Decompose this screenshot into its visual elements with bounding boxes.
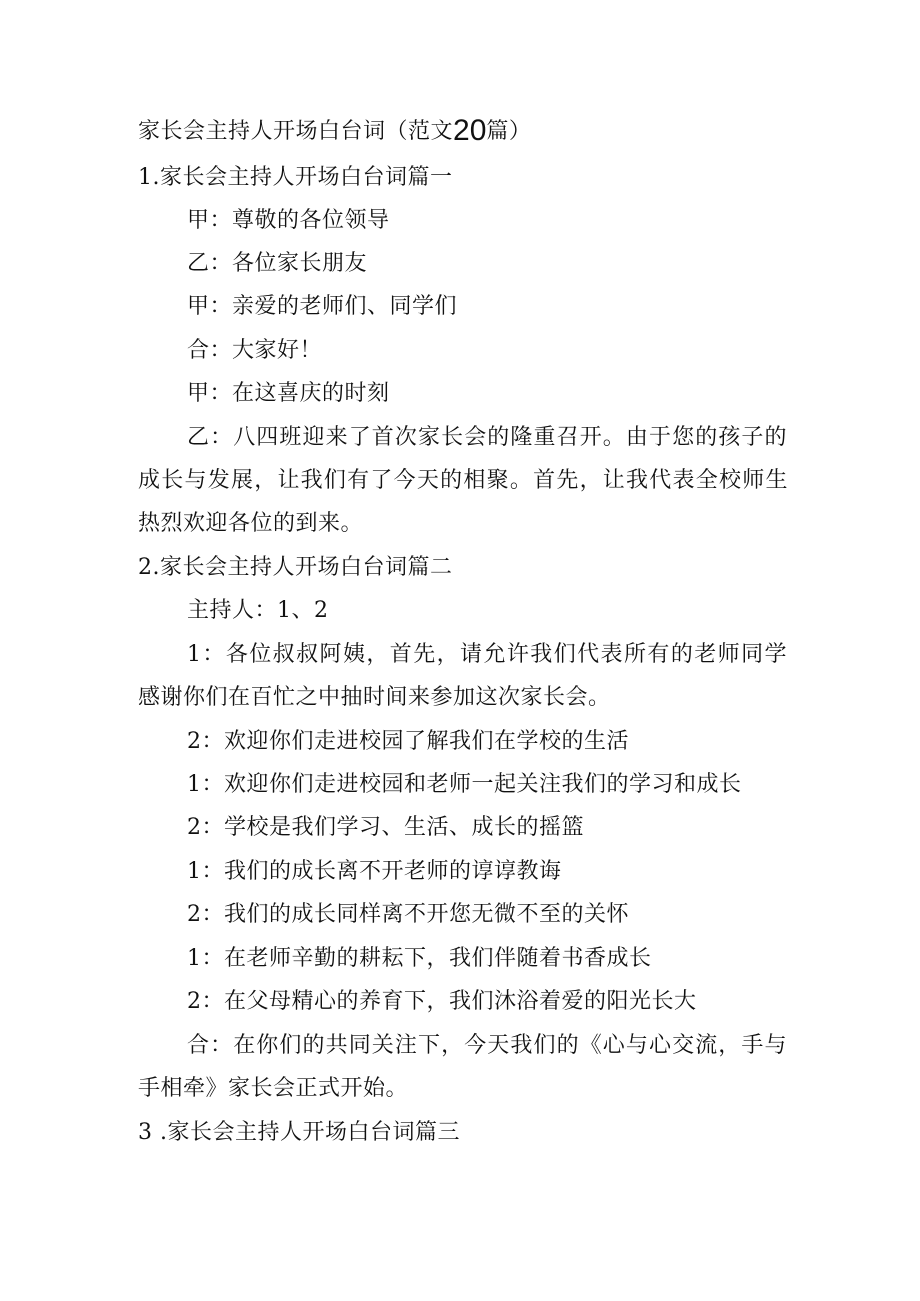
dialogue-line: 2：在父母精心的养育下，我们沐浴着爱的阳光长大 xyxy=(187,989,697,1014)
dialogue-line: 乙：各位家长朋友 xyxy=(187,251,368,276)
section-heading-1: 1.家长会主持人开场白台词篇一 xyxy=(138,165,453,190)
dialogue-line: 1：各位叔叔阿姨，首先，请允许我们代表所有的老师同学 xyxy=(187,642,787,667)
title-suffix: 篇） xyxy=(486,119,532,144)
title-prefix: 家长会主持人开场白台词（范文 xyxy=(138,119,454,144)
dialogue-line: 合：在你们的共同关注下，今天我们的《心与心交流，手与 xyxy=(187,1033,787,1058)
section-heading-2: 2.家长会主持人开场白台词篇二 xyxy=(138,555,453,580)
dialogue-line: 2：学校是我们学习、生活、成长的摇篮 xyxy=(187,815,584,840)
dialogue-line: 2：欢迎你们走进校园了解我们在学校的生活 xyxy=(187,729,629,754)
section-heading-3: 3 .家长会主持人开场白台词篇三 xyxy=(138,1120,460,1145)
dialogue-line: 乙：八四班迎来了首次家长会的隆重召开。由于您的孩子的 xyxy=(187,425,787,450)
dialogue-line: 1：在老师辛勤的耕耘下，我们伴随着书香成长 xyxy=(187,946,652,971)
dialogue-line: 甲：在这喜庆的时刻 xyxy=(187,381,390,406)
dialogue-line: 主持人：1、2 xyxy=(187,598,329,623)
dialogue-line: 1：欢迎你们走进校园和老师一起关注我们的学习和成长 xyxy=(187,772,742,797)
dialogue-line: 甲：尊敬的各位领导 xyxy=(187,208,390,233)
dialogue-line: 甲：亲爱的老师们、同学们 xyxy=(187,294,458,319)
dialogue-line: 1：我们的成长离不开老师的谆谆教诲 xyxy=(187,859,562,884)
title-number: 20 xyxy=(453,114,487,147)
paragraph-line: 手相牵》家长会正式开始。 xyxy=(138,1076,409,1101)
dialogue-line: 合：大家好！ xyxy=(187,338,323,363)
paragraph-line: 热烈欢迎各位的到来。 xyxy=(138,511,364,536)
paragraph-line: 成长与发展，让我们有了今天的相聚。首先，让我代表全校师生 xyxy=(138,468,788,493)
dialogue-line: 2：我们的成长同样离不开您无微不至的关怀 xyxy=(187,902,629,927)
paragraph-line: 感谢你们在百忙之中抽时间来参加这次家长会。 xyxy=(138,685,611,710)
document-title xyxy=(138,116,788,147)
